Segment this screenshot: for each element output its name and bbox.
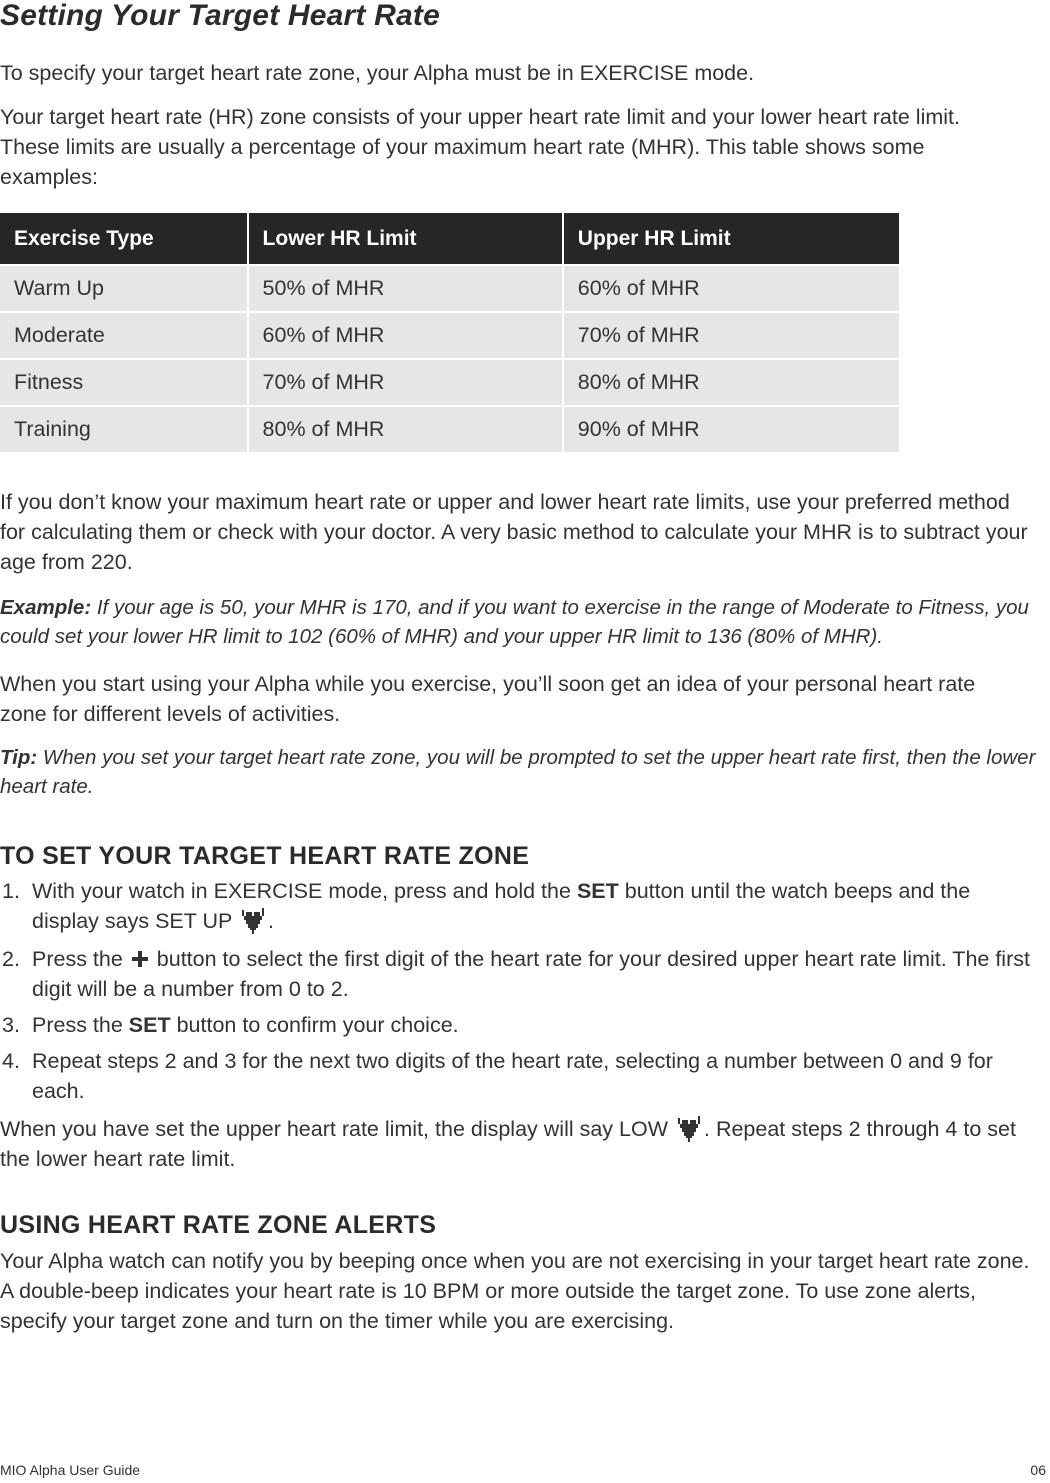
step-text-part: With your watch in EXERCISE mode, press and hold the	[32, 879, 577, 903]
heart-rate-icon	[676, 1116, 702, 1142]
step-number: 1.	[2, 879, 20, 903]
tip-lead: Tip:	[0, 746, 38, 769]
step-text-part: button until the watch beeps and the display says SET UP	[32, 879, 971, 933]
footer-title: MIO Alpha User Guide	[0, 1462, 141, 1478]
example-text: If your age is 50, your MHR is 170, and if you want to exercise in the range of Moderate to Fitness, you could set your lower HR limit to 102 (60% of MHR) and your upper HR limit to 136 (80% of MHR).	[0, 596, 1029, 648]
set-keyword: SET	[128, 1013, 171, 1037]
heart-rate-icon	[240, 908, 266, 934]
step-text	[32, 944, 1042, 1004]
example-lead: Example:	[0, 596, 92, 619]
section-heading-zone-alerts: USING HEART RATE ZONE ALERTS	[0, 1211, 437, 1239]
step-text: Repeat steps 2 and 3 for the next two digits of the heart rate, selecting a number between 0 and 9 for each.	[32, 1049, 993, 1103]
step-text-part: Press the	[32, 947, 123, 971]
mhr-paragraph: If you don’t know your maximum heart rate or upper and lower heart rate limits, use your preferred method for calculating them or check with your doctor. A very basic method to calculate your MHR is to subtract your age from 220.	[0, 490, 1028, 574]
table-row	[0, 313, 899, 358]
zone-alerts-paragraph: Your Alpha watch can notify you by beeping once when you are not exercising in your target heart rate zone. A double-beep indicates your heart rate is 10 BPM or more outside the target zone. To use zone alerts, specify your target zone and turn on the timer while you are exercising.	[0, 1249, 1030, 1333]
table-cell: Fitness	[0, 360, 247, 405]
page-title: Setting Your Target Heart Rate	[0, 0, 440, 32]
table-cell: 80% of MHR	[564, 360, 899, 405]
plus-icon	[131, 946, 149, 964]
example-paragraph	[0, 593, 1050, 651]
table-cell: 70% of MHR	[249, 360, 562, 405]
section-heading-set-zone: TO SET YOUR TARGET HEART RATE ZONE	[0, 842, 530, 870]
table-cell: 60% of MHR	[564, 266, 899, 311]
table-header-upper-limit: Upper HR Limit	[564, 213, 899, 264]
step-text-part: Press the	[32, 1013, 129, 1037]
step-number: 4.	[2, 1049, 20, 1073]
table-header-lower-limit: Lower HR Limit	[249, 213, 562, 264]
table-cell: Training	[0, 407, 247, 452]
table-cell: 90% of MHR	[564, 407, 899, 452]
after-text-part: When you have set the upper heart rate limit, the display will say LOW	[0, 1117, 669, 1141]
step-number: 2.	[2, 947, 20, 971]
table-row	[0, 266, 899, 311]
table-cell: 70% of MHR	[564, 313, 899, 358]
table-row	[0, 407, 899, 452]
tip-text: When you set your target heart rate zone, you will be prompted to set the upper heart rate first, then the lower heart rate.	[0, 746, 1036, 798]
table-header-row	[0, 213, 899, 264]
page-number: 06	[1030, 1462, 1046, 1478]
step-text-part: button to select the first digit of the heart rate for your desired upper heart rate limit. The first digit will be a number from 0 to 2.	[32, 947, 1030, 1001]
table-cell: 60% of MHR	[249, 313, 562, 358]
step-text-part: button to confirm your choice.	[170, 1013, 459, 1037]
table-cell: Warm Up	[0, 266, 247, 311]
table-header-exercise-type: Exercise Type	[0, 213, 247, 264]
intro-paragraph-2: Your target heart rate (HR) zone consists of your upper heart rate limit and your lower heart rate limit. These limits are usually a percentage of your maximum heart rate (MHR). This table shows some examples:	[0, 105, 960, 189]
step-text	[32, 876, 1042, 936]
step-text-part: .	[267, 909, 274, 933]
start-paragraph: When you start using your Alpha while you exercise, you’ll soon get an idea of your personal heart rate zone for different levels of activities.	[0, 672, 976, 726]
after-text-part: . Repeat steps 2 through 4 to set the lower heart rate limit.	[0, 1117, 1016, 1171]
intro-paragraph-1: To specify your target heart rate zone, your Alpha must be in EXERCISE mode.	[0, 61, 755, 85]
tip-paragraph	[0, 743, 1050, 801]
table-cell: 50% of MHR	[249, 266, 562, 311]
after-steps-paragraph	[0, 1114, 1040, 1174]
table-row	[0, 360, 899, 405]
set-keyword: SET	[576, 879, 619, 903]
table-cell: 80% of MHR	[249, 407, 562, 452]
hr-zone-table	[0, 211, 901, 454]
step-number: 3.	[2, 1013, 20, 1037]
table-cell: Moderate	[0, 313, 247, 358]
step-text	[32, 1010, 1042, 1040]
